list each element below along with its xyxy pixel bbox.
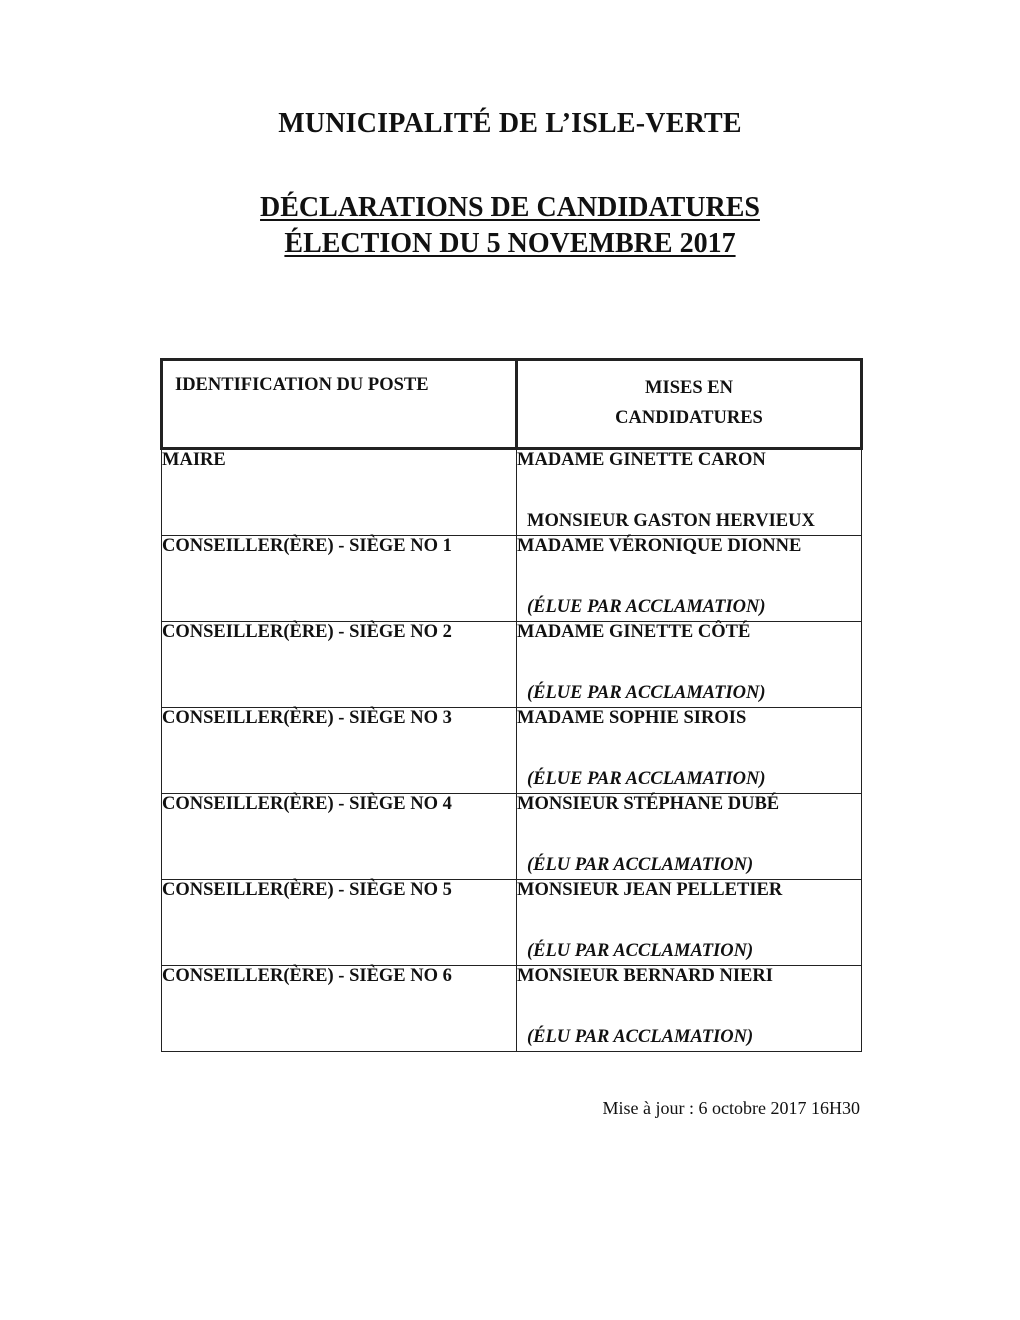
candidate-name: MADAME GINETTE CARON	[517, 450, 766, 470]
document-subtitle-line2: ÉLECTION DU 5 NOVEMBRE 2017	[284, 228, 736, 259]
header-candidatures-line2: CANDIDATURES	[615, 408, 763, 428]
poste-cell: CONSEILLER(ÈRE) - SIÈGE NO 2	[162, 622, 517, 708]
document-subtitle-line1: DÉCLARATIONS DE CANDIDATURES	[260, 192, 760, 223]
acclamation-note: (ÉLUE PAR ACCLAMATION)	[527, 683, 766, 703]
candidate-name: MONSIEUR GASTON HERVIEUX	[527, 511, 815, 531]
table-row	[162, 794, 862, 880]
candidates-cell	[517, 449, 862, 536]
table-row	[162, 708, 862, 794]
poste-cell: CONSEILLER(ÈRE) - SIÈGE NO 4	[162, 794, 517, 880]
table-row	[162, 622, 862, 708]
candidates-cell	[517, 708, 862, 794]
candidates-cell	[517, 794, 862, 880]
candidates-cell	[517, 966, 862, 1052]
acclamation-note: (ÉLU PAR ACCLAMATION)	[527, 1027, 754, 1047]
table-header-row	[162, 360, 862, 449]
table-row	[162, 880, 862, 966]
poste-cell: CONSEILLER(ÈRE) - SIÈGE NO 1	[162, 536, 517, 622]
candidate-name: MADAME VÉRONIQUE DIONNE	[517, 536, 802, 556]
acclamation-note: (ÉLUE PAR ACCLAMATION)	[527, 769, 766, 789]
candidate-name: MADAME SOPHIE SIROIS	[517, 708, 747, 728]
candidates-cell	[517, 622, 862, 708]
poste-cell: MAIRE	[162, 449, 517, 536]
candidates-cell	[517, 880, 862, 966]
poste-cell: CONSEILLER(ÈRE) - SIÈGE NO 6	[162, 966, 517, 1052]
candidate-name: MADAME GINETTE CÔTÉ	[517, 622, 751, 642]
update-timestamp: Mise à jour : 6 octobre 2017 16H30	[602, 1098, 860, 1118]
document-title: MUNICIPALITÉ DE L’ISLE-VERTE	[278, 108, 742, 139]
candidate-name: MONSIEUR STÉPHANE DUBÉ	[517, 794, 780, 814]
acclamation-note: (ÉLU PAR ACCLAMATION)	[527, 855, 754, 875]
candidate-name: MONSIEUR BERNARD NIERI	[517, 966, 773, 986]
header-candidatures	[517, 360, 862, 449]
candidates-cell	[517, 536, 862, 622]
table-row	[162, 536, 862, 622]
candidate-name: MONSIEUR JEAN PELLETIER	[517, 880, 783, 900]
candidates-table	[160, 358, 863, 1052]
table-row	[162, 449, 862, 536]
header-candidatures-line1: MISES EN	[645, 378, 733, 398]
acclamation-note: (ÉLUE PAR ACCLAMATION)	[527, 597, 766, 617]
poste-cell: CONSEILLER(ÈRE) - SIÈGE NO 3	[162, 708, 517, 794]
poste-cell: CONSEILLER(ÈRE) - SIÈGE NO 5	[162, 880, 517, 966]
acclamation-note: (ÉLU PAR ACCLAMATION)	[527, 941, 754, 961]
table-row	[162, 966, 862, 1052]
header-poste: IDENTIFICATION DU POSTE	[162, 360, 517, 449]
